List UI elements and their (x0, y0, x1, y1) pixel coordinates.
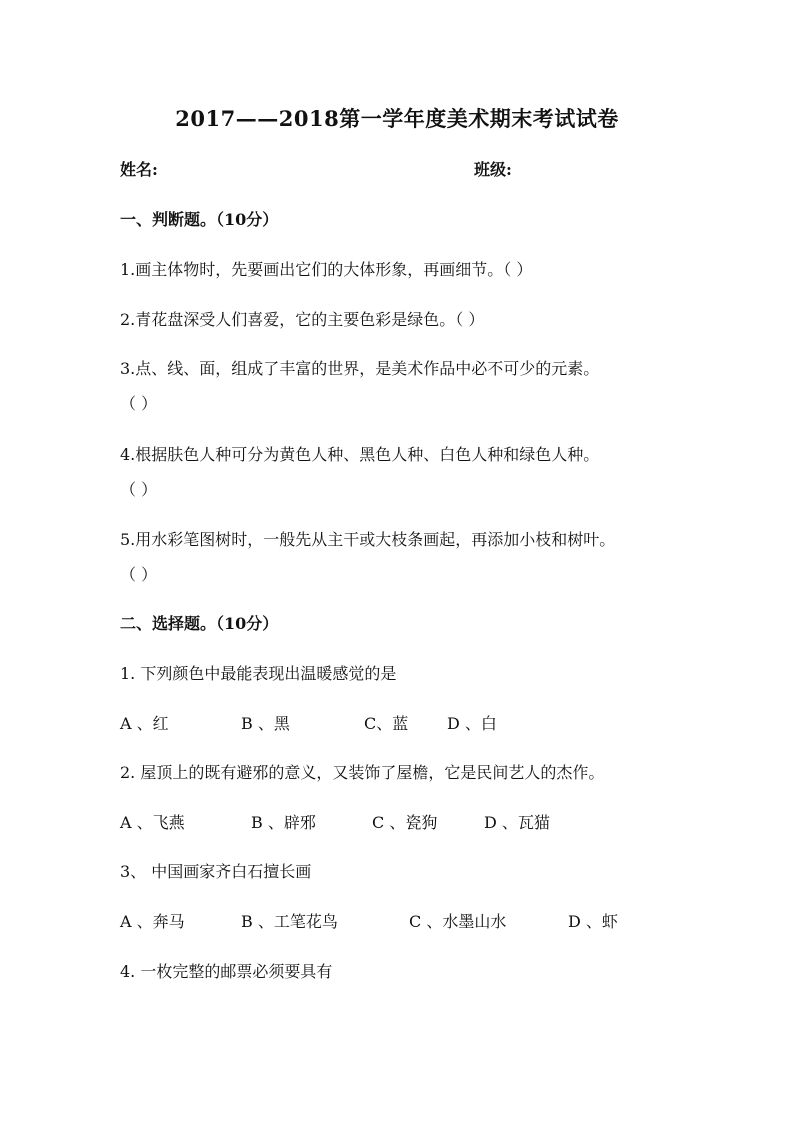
section-heading-true-false: 一、判断题。（10分） (120, 210, 279, 229)
choice-option: C 、水墨山水 (409, 912, 507, 931)
answer-blank: （ ） (120, 565, 158, 584)
question-line: 5.用水彩笔图树时，一般先从主干或大枝条画起，再添加小枝和树叶。 (120, 530, 616, 549)
choice-question: 3、 中国画家齐白石擅长画 (120, 862, 312, 881)
question-line: 2.青花盘深受人们喜爱，它的主要色彩是绿色。（ ） (120, 310, 485, 329)
choice-option: A 、红 (120, 714, 169, 733)
class-label: 班级: (474, 160, 512, 179)
choice-option: D 、白 (447, 714, 497, 733)
choice-option: B 、辟邪 (251, 813, 316, 832)
name-label: 姓名: (120, 160, 158, 179)
choice-option: D 、虾 (568, 912, 618, 931)
answer-blank: （ ） (120, 394, 158, 413)
choice-option: A 、奔马 (120, 912, 185, 931)
question-line: 3.点、线、面，组成了丰富的世界，是美术作品中必不可少的元素。 (120, 359, 600, 378)
choice-option: B 、黑 (241, 714, 290, 733)
page-title: 2017——2018第一学年度美术期末考试试卷 (175, 106, 619, 131)
choice-question: 2. 屋顶上的既有避邪的意义，又装饰了屋檐，它是民间艺人的杰作。 (120, 763, 605, 782)
choice-option: C 、瓷狗 (372, 813, 438, 832)
question-line: 1.画主体物时，先要画出它们的大体形象，再画细节。（ ） (120, 260, 533, 279)
choice-option: C、蓝 (364, 714, 409, 733)
question-line: 4.根据肤色人种可分为黄色人种、黑色人种、白色人种和绿色人种。 (120, 445, 600, 464)
choice-option: B 、工笔花鸟 (241, 912, 338, 931)
choice-question: 1. 下列颜色中最能表现出温暖感觉的是 (120, 664, 397, 683)
choice-option: D 、瓦猫 (484, 813, 550, 832)
choice-option: A 、飞燕 (120, 813, 185, 832)
section-heading-multiple-choice: 二、选择题。（10分） (120, 614, 279, 633)
answer-blank: （ ） (120, 480, 158, 499)
choice-question: 4. 一枚完整的邮票必须要具有 (120, 962, 333, 981)
